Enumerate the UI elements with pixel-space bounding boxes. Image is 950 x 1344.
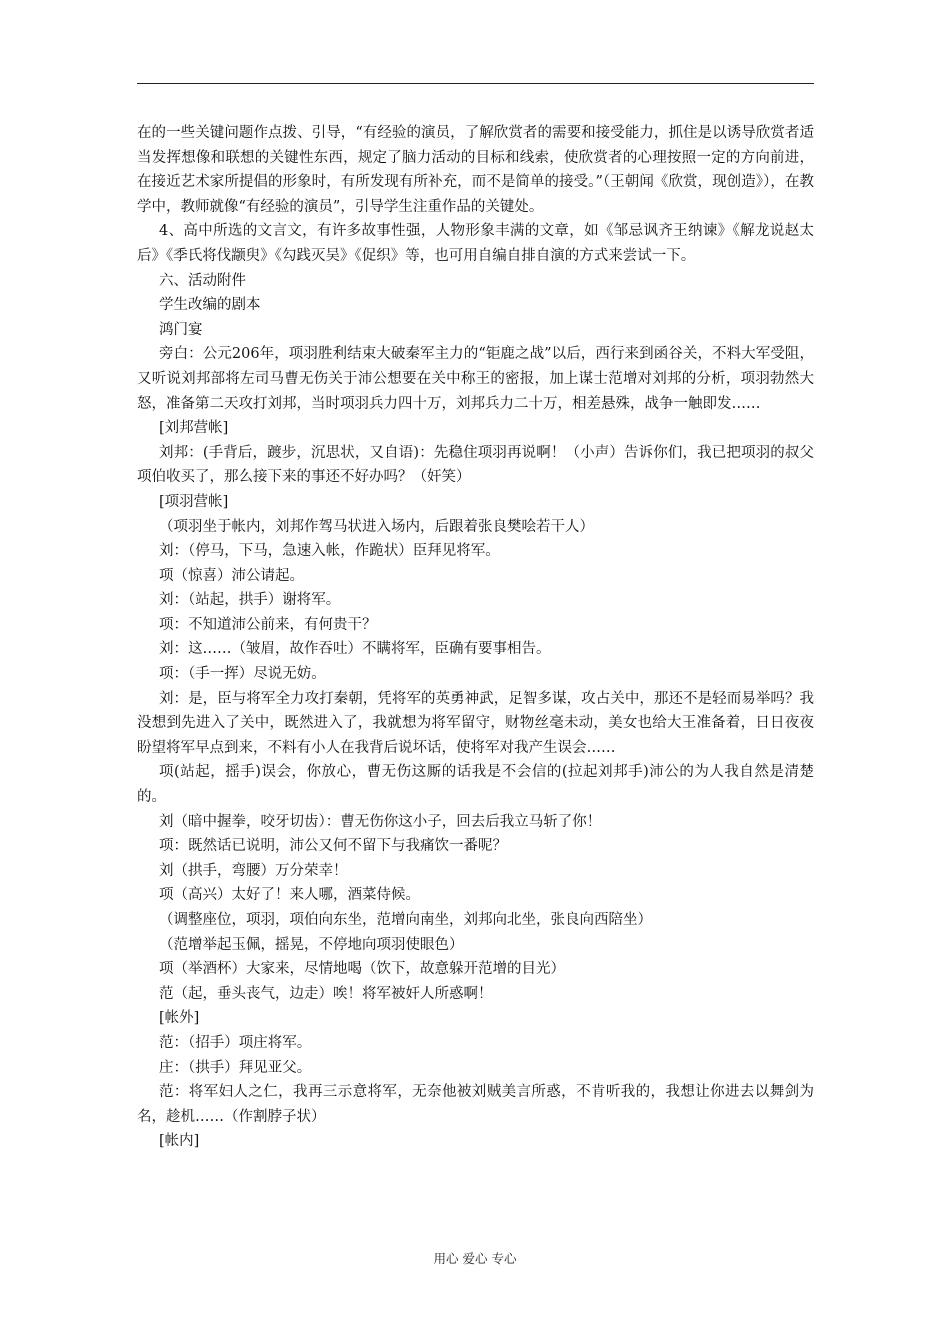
paragraph: 项：既然话已说明，沛公又何不留下与我痛饮一番呢？ [159, 838, 507, 855]
paragraph: 刘（拱手，弯腰）万分荣幸！ [159, 862, 348, 879]
paragraph: 范（起，垂头丧气，边走）唉！将军被奸人所惑啊！ [159, 985, 493, 1002]
paragraph: 范：（招手）项庄将军。 [159, 1034, 312, 1051]
paragraph: 项（举酒杯）大家来，尽情地喝（饮下，故意躲开范增的目光） [159, 961, 565, 978]
paragraph: 项(站起，摇手)误会，你放心，曹无伤这厮的话我是不会信的(拉起刘邦手)沛公的为人我自然是清楚的。 [137, 764, 814, 806]
paragraph: （项羽坐于帐内，刘邦作驾马状进入场内，后跟着张良樊哙若干人） [159, 518, 594, 535]
paragraph: 六、活动附件 [159, 272, 246, 289]
paragraph: 4、高中所选的文言文，有许多故事性强，人物形象丰满的文章，如《邹忌讽齐王纳谏》《解龙说赵太后》《季氏将伐颛臾》《勾践灭吴》《促织》等，也可用自编自排自演的方式来尝试一下。 [137, 223, 814, 264]
paragraph: （调整座位，项羽，项伯向东坐，范增向南坐，刘邦向北坐，张良向西陪坐） [159, 912, 652, 928]
paragraph: 学生改编的剧本 [159, 297, 261, 314]
paragraph: 在的一些关键问题作点拨、引导，“有经验的演员，了解欣赏者的需要和接受能力，抓住是以诱导欣赏者适当发挥想像和联想的关键性东西，规定了脑力活动的目标和线索，使欣赏者的心理按照一定的方向前进，在接近艺术家所提倡的形象时，有所发现有所补充，而不是简单的接受。”（王朝闻《欣赏，现创造》），在教学中，教师就像“有经验的演员”，引导学生注重作品的关键处。 [137, 125, 814, 215]
header-rule [137, 83, 814, 84]
document-body [137, 121, 814, 1154]
page-footer: 用心 爱心 专心 [433, 1251, 517, 1266]
paragraph: 刘（暗中握拳，咬牙切齿）：曹无伤你这小子，回去后我立马斩了你！ [159, 813, 602, 830]
paragraph: 刘：是，臣与将军全力攻打秦朝，凭将军的英勇神武，足智多谋，攻占关中，那还不是轻而易举吗？我没想到先进入了关中，既然进入了，我就想为将军留守，财物丝毫未动，美女也给大王准备着，日日夜夜盼望将军早点到来，不料有小人在我背后说坏话，使将军对我产生误会…… [137, 690, 814, 756]
paragraph: 刘：（停马，下马，急速入帐，作跪状）臣拜见将军。 [159, 543, 500, 560]
paragraph: 庄：（拱手）拜见亚父。 [159, 1059, 312, 1076]
paragraph: 范：将军妇人之仁，我再三示意将军，无奈他被刘贼美言所惑，不肯听我的，我想让你进去以舞剑为名，趁机……（作割脖子状） [137, 1084, 814, 1125]
paragraph: [帐内] [159, 1133, 200, 1150]
paragraph: 项（惊喜）沛公请起。 [159, 567, 304, 584]
paragraph: 刘：这……（皱眉，故作吞吐）不瞒将军，臣确有要事相告。 [159, 641, 551, 658]
paragraph: 项：不知道沛公前来，有何贵干？ [159, 616, 377, 633]
paragraph: [刘邦营帐] [159, 420, 229, 437]
paragraph: 刘：（站起，拱手）谢将军。 [159, 592, 341, 609]
paragraph: [帐外] [159, 1010, 200, 1027]
paragraph: 鸿门宴 [159, 321, 203, 338]
paragraph: [项羽营帐] [159, 493, 229, 510]
paragraph: 项：（手一挥）尽说无妨。 [159, 666, 326, 683]
paragraph: 旁白：公元206年，项羽胜利结束大破秦军主力的“钜鹿之战”以后，西行来到函谷关，不料大军受阻，又听说刘邦部将左司马曹无伤关于沛公想要在关中称王的密报，加上谋士范增对刘邦的分析，项羽勃然大怒，准备第二天攻打刘邦，当时项羽兵力四十万，刘邦兵力二十万，相差悬殊，战争一触即发…… [137, 346, 814, 412]
paragraph: （范增举起玉佩，摇晃，不停地向项羽使眼色） [159, 936, 464, 953]
paragraph: 刘邦：(手背后，踱步，沉思状，又自语)：先稳住项羽再说啊！（小声）告诉你们，我已把项羽的叔父项伯收买了，那么接下来的事还不好办吗？（奸笑） [137, 444, 814, 486]
paragraph: 项（高兴）太好了！来人哪，酒菜侍候。 [159, 887, 420, 904]
